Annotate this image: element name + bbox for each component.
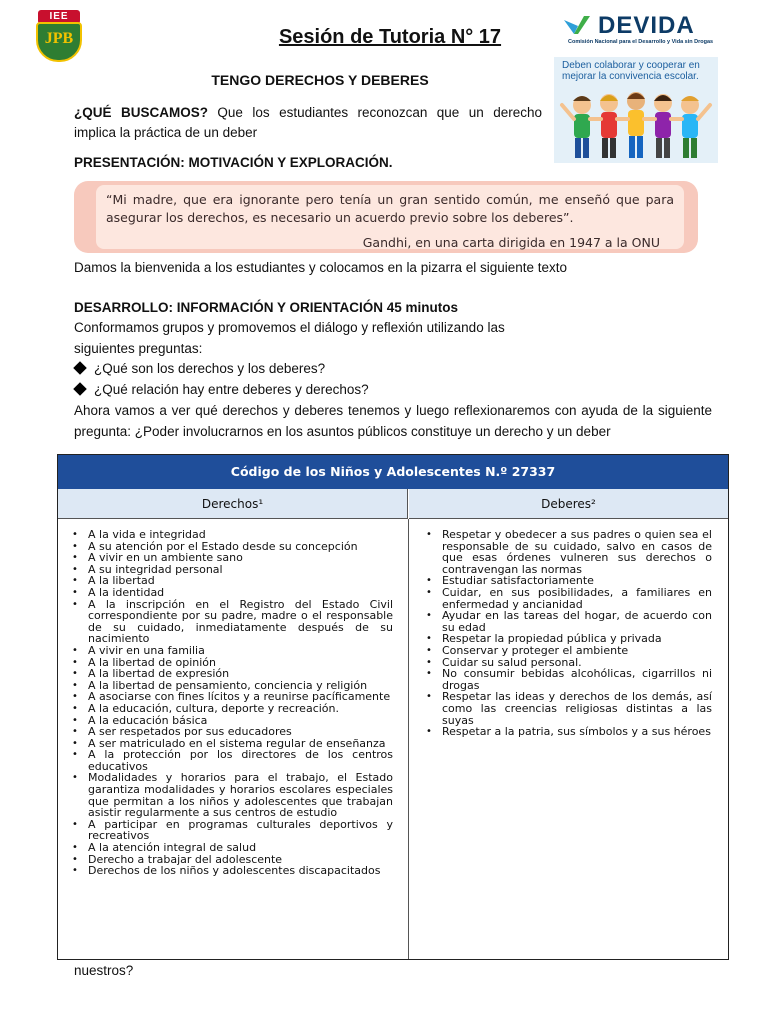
- logo-shield: JPB: [36, 22, 82, 62]
- rights-duties-table: [57, 454, 729, 960]
- devida-subtitle: Comisión Nacional para el Desarrollo y Vida sin Drogas: [568, 39, 714, 45]
- list-item: • A participar en programas culturales deportivos y recreativos: [68, 819, 393, 842]
- list-item: • A la libertad: [68, 575, 393, 587]
- conformamos-line-1: Conformamos grupos y promovemos el diálogo y reflexión utilizando las: [74, 320, 505, 335]
- list-item: • Respetar las ideas y derechos de los demás, así como las creencias religiosas distintas a las suyas: [422, 691, 712, 726]
- presentacion-heading: PRESENTACIÓN: MOTIVACIÓN Y EXPLORACIÓN.: [74, 155, 393, 170]
- list-item: • Respetar a la patria, sus símbolos y a sus héroes: [422, 726, 712, 738]
- list-item: • A la libertad de opinión: [68, 657, 393, 669]
- derechos-list: [68, 529, 393, 877]
- devida-mark-icon: [562, 14, 596, 36]
- list-item: • A la protección por los directores de los centros educativos: [68, 749, 393, 772]
- buscamos-paragraph: [74, 103, 542, 143]
- diamond-bullet-icon: [73, 361, 87, 375]
- list-item: • No consumir bebidas alcohólicas, cigarrillos ni drogas: [422, 668, 712, 691]
- quote-box: [74, 181, 698, 253]
- buscamos-label: ¿QUÉ BUSCAMOS?: [74, 105, 208, 120]
- devida-brand: DEVIDA: [598, 12, 695, 39]
- quote-text: “Mi madre, que era ignorante pero tenía un gran sentido común, me enseñó que para asegurar los derechos, es necesario un acuerdo previo sobre los deberes”.: [106, 192, 674, 225]
- desarrollo-heading: DESARROLLO: INFORMACIÓN Y ORIENTACIÓN 45 minutos: [74, 300, 459, 315]
- list-item: • A la atención integral de salud: [68, 842, 393, 854]
- list-item: • A vivir en una familia: [68, 645, 393, 657]
- page-title: Sesión de Tutoria N° 17: [278, 26, 502, 48]
- list-item: • A la educación básica: [68, 715, 393, 727]
- list-item: • A la vida e integridad: [68, 529, 393, 541]
- list-item: • A vivir en un ambiente sano: [68, 552, 393, 564]
- list-item: • A ser matriculado en el sistema regular de enseñanza: [68, 738, 393, 750]
- buscamos-text: Que los estudiantes reconozcan que un derecho implica la práctica de un deber: [74, 105, 543, 140]
- table-title: Código de los Niños y Adolescentes N.º 27337: [58, 455, 728, 489]
- question-2: ¿Qué relación hay entre deberes y derechos?: [74, 380, 369, 400]
- list-item: • Derecho a trabajar del adolescente: [68, 854, 393, 866]
- list-item: • Estudiar satisfactoriamente: [422, 575, 712, 587]
- list-item: • Cuidar su salud personal.: [422, 657, 712, 669]
- list-item: • Respetar y obedecer a sus padres o quien sea el responsable de su cuidado, salvo en casos de que esas órdenes vulneren sus derechos o contravengan las normas: [422, 529, 712, 575]
- list-item: • A la educación, cultura, deporte y recreación.: [68, 703, 393, 715]
- quote-author: Gandhi, en una carta dirigida en 1947 a la ONU: [362, 235, 660, 250]
- list-item: • A la identidad: [68, 587, 393, 599]
- column-header-derechos: Derechos¹: [58, 489, 408, 519]
- ending-text: nuestros?: [74, 963, 134, 978]
- bienvenida-text: Damos la bienvenida a los estudiantes y colocamos en la pizarra el siguiente texto: [74, 260, 568, 275]
- list-item: • A ser respetados por sus educadores: [68, 726, 393, 738]
- deberes-list: [422, 529, 712, 738]
- list-item: • Derechos de los niños y adolescentes discapacitados: [68, 865, 393, 877]
- conformamos-line-2: siguientes preguntas:: [74, 341, 203, 356]
- list-item: • Conservar y proteger el ambiente: [422, 645, 712, 657]
- ahora-paragraph: Ahora vamos a ver qué derechos y deberes tenemos y luego reflexionaremos con ayuda de la siguiente pregunta: ¿Poder involucrarnos en los asuntos públicos constituye un derecho y un deber: [74, 403, 712, 439]
- list-item: • A su atención por el Estado desde su concepción: [68, 541, 393, 553]
- list-item: • A la inscripción en el Registro del Estado Civil correspondiente por su padre, madre o el responsable de su cuidado, inmediatamente después de su nacimiento: [68, 599, 393, 645]
- devida-logo: [560, 12, 730, 48]
- list-item: • Ayudar en las tareas del hogar, de acuerdo con su edad: [422, 610, 712, 633]
- list-item: • Cuidar, en sus posibilidades, a familiares en enfermedad y ancianidad: [422, 587, 712, 610]
- question-1: ¿Qué son los derechos y los deberes?: [74, 359, 325, 379]
- list-item: • A asociarse con fines lícitos y a reunirse pacíficamente: [68, 691, 393, 703]
- list-item: • Respetar la propiedad pública y privada: [422, 633, 712, 645]
- list-item: • A la libertad de expresión: [68, 668, 393, 680]
- kids-caption: Deben colaborar y cooperar en mejorar la convivencia escolar.: [562, 60, 700, 82]
- list-item: • A su integridad personal: [68, 564, 393, 576]
- list-item: • Modalidades y horarios para el trabajo, el Estado garantiza modalidades y horarios escolares especiales que permitan a los niños y adolescentes que trabajan asistir regularmente a sus centros de estudio: [68, 772, 393, 818]
- list-item: • A la libertad de pensamiento, conciencia y religión: [68, 680, 393, 692]
- logo-badge-top: IEE: [38, 10, 80, 24]
- children-group-icon: [554, 83, 718, 163]
- column-header-deberes: Deberes²: [409, 489, 728, 519]
- diamond-bullet-icon: [73, 382, 87, 396]
- section-subtitle: TENGO DERECHOS Y DEBERES: [211, 72, 429, 88]
